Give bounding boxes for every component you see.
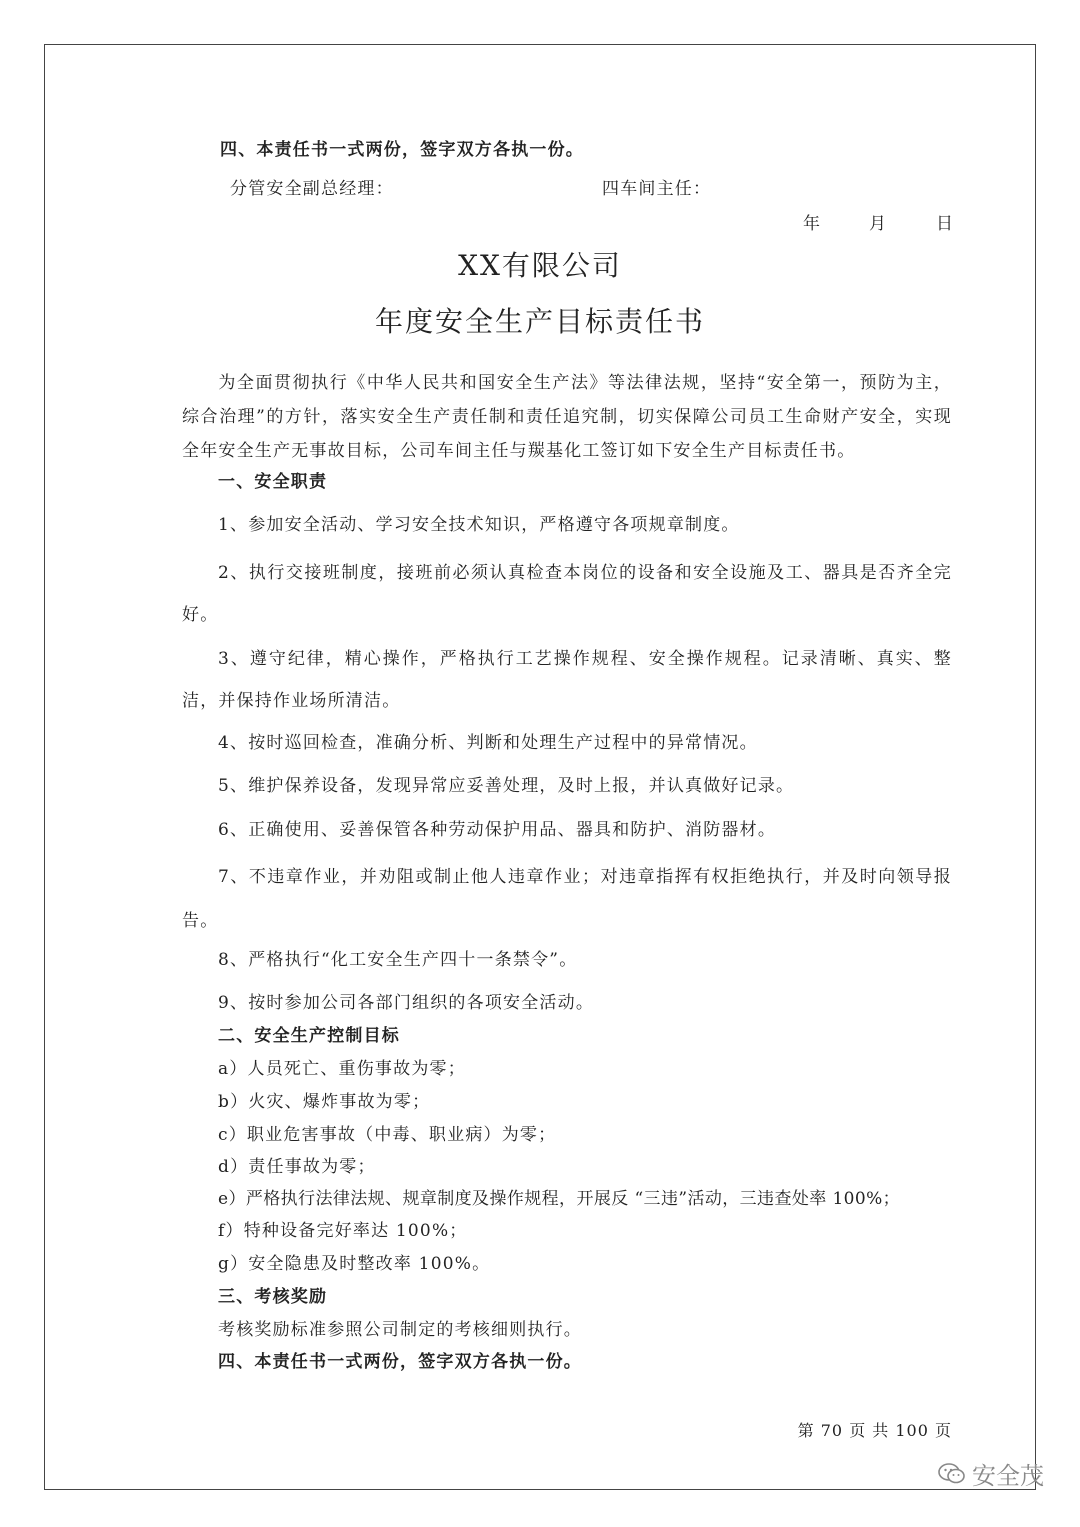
section1-heading: 一、安全职责 [218,472,328,492]
item-1: 1、参加安全活动、学习安全技术知识，严格遵守各项规章制度。 [218,515,740,535]
watermark-text: 安全茂 [972,1462,1044,1490]
target-g: g）安全隐患及时整改率 100%。 [218,1254,491,1274]
target-c: c）职业危害事故（中毒、职业病）为零； [218,1125,557,1145]
watermark [938,1456,1044,1491]
doc-title: 年度安全生产目标责任书 [374,305,705,338]
date-year: 年 [803,214,822,234]
target-a: a）人员死亡、重伤事故为零； [218,1059,466,1079]
target-b: b）火灾、爆炸事故为零； [218,1092,431,1112]
intro-paragraph [182,366,952,468]
item-8: 8、严格执行“化工安全生产四十一条禁令”。 [218,950,578,970]
wechat-icon [938,1462,966,1486]
top-section4: 四、本责任书一式两份，签字双方各执一份。 [220,140,584,160]
target-d: d）责任事故为零； [218,1157,376,1177]
item-7: 7、不违章作业，并劝阻或制止他人违章作业；对违章指挥有权拒绝执行，并及时向领导报告。 [182,867,952,931]
sign-left: 分管安全副总经理： [230,179,394,199]
section3-heading: 三、考核奖励 [218,1287,328,1307]
section3-text: 考核奖励标准参照公司制定的考核细则执行。 [218,1320,582,1340]
item-3: 3、遵守纪律，精心操作，严格执行工艺操作规程、安全操作规程。记录清晰、真实、整洁，并保持作业场所清洁。 [182,649,952,711]
item-4: 4、按时巡回检查，准确分析、判断和处理生产过程中的异常情况。 [218,733,758,753]
sign-right: 四车间主任： [602,179,712,199]
page-number: 第 70 页 共 100 页 [797,1421,952,1440]
item-6: 6、正确使用、妥善保管各种劳动保护用品、器具和防护、消防器材。 [218,820,777,840]
item-2: 2、执行交接班制度，接班前必须认真检查本岗位的设备和安全设施及工、器具是否齐全完好。 [182,563,952,625]
date-month: 月 [869,214,888,234]
company-title: XX有限公司 [458,249,622,282]
item-5: 5、维护保养设备，发现异常应妥善处理，及时上报，并认真做好记录。 [218,776,795,796]
target-e: e）严格执行法律法规、规章制度及操作规程，开展反 “三违”活动，三违查处率 100%； [218,1189,901,1209]
intro-text: 为全面贯彻执行《中华人民共和国安全生产法》等法律法规，坚持“安全第一，预防为主，综合治理”的方针，落实安全生产责任制和责任追究制，切实保障公司员工生命财产安全，实现全年安全生产无事故目标，公司车间主任与羰基化工签订如下安全生产目标责任书。 [182,373,952,461]
date-day: 日 [936,214,955,234]
item-9: 9、按时参加公司各部门组织的各项安全活动。 [218,993,595,1013]
bottom-section4: 四、本责任书一式两份，签字双方各执一份。 [218,1352,582,1372]
target-f: f）特种设备完好率达 100%； [218,1221,468,1241]
section2-heading: 二、安全生产控制目标 [218,1026,400,1046]
